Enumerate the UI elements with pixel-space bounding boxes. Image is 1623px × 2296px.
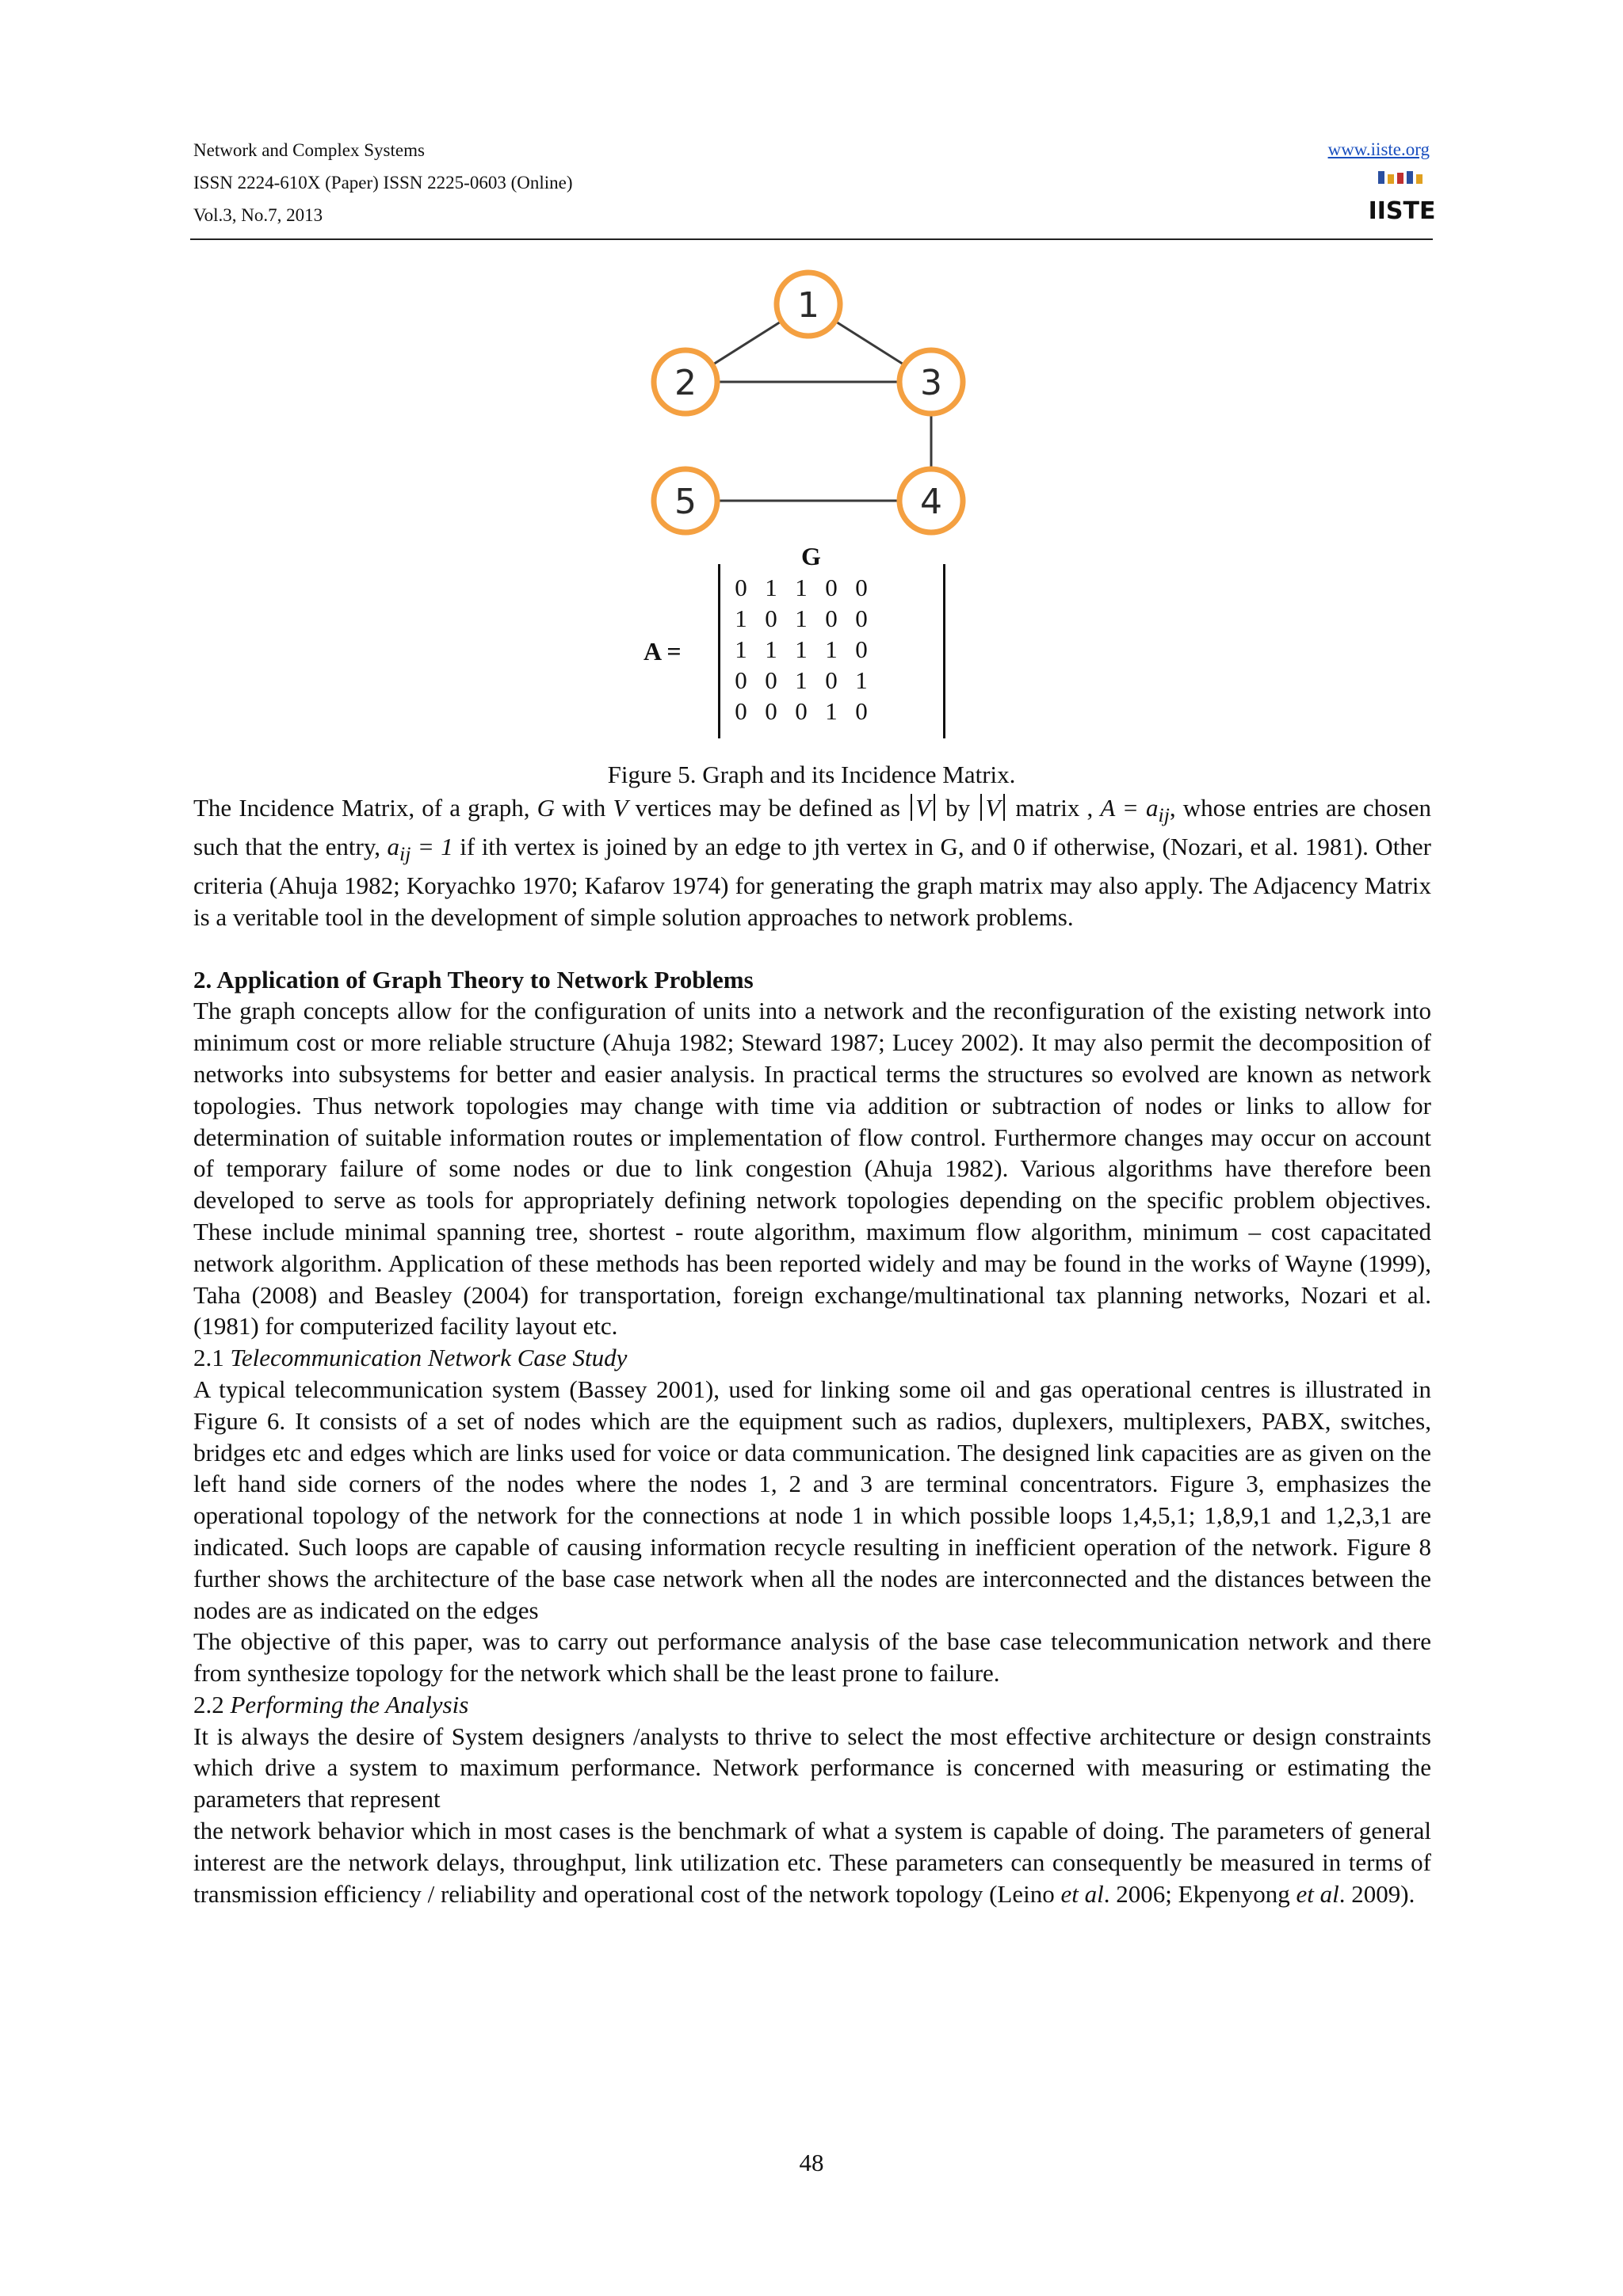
matrix-row xyxy=(726,634,876,665)
matrix-cell: 1 xyxy=(735,605,747,632)
matrix-cell: 0 xyxy=(735,574,747,601)
matrix-cell: 1 xyxy=(765,635,777,663)
header-rule xyxy=(190,238,1433,240)
abs-bar xyxy=(1003,794,1005,821)
paragraph-telecom-system: A typical telecommunication system (Bassey 2001), used for linking some oil and gas operational centres is illustrated in Figure 6. It consists of a set of nodes which are the equipment such as radios, duplexers, multiplexers, PABX, switches, bridges etc and edges which are links used for voice or data communication. The designed link capacities are as given on the left hand side corners of the nodes where the nodes 1, 2 and 3 are terminal concentrators. Figure 3, emphasizes the operational topology of the network for the connections at node 1 in which possible loops 1,4,5,1; 1,8,9,1 and 1,2,3,1 are indicated. Such loops are capable of causing information recycle resulting in inefficient operation of the network. Figure 8 further shows the architecture of the base case network when all the nodes are interconnected and the distances between the nodes are as indicated on the edges xyxy=(193,1375,1431,1624)
matrix-cell: 1 xyxy=(825,697,838,725)
matrix-cell: 0 xyxy=(765,666,777,694)
logo-text: IISTE xyxy=(1368,197,1436,225)
paragraph-network-behavior: the network behavior which in most cases is the benchmark of what a system is capable of doing. The parameters of general interest are the network delays, throughput, link utilization etc. These parameters can consequently be measured in terms of transmission efficiency / reliability and operational cost of the network topology (Leino et al. 2006; Ekpenyong et al. 2009). xyxy=(193,1817,1431,1908)
journal-name: Network and Complex Systems xyxy=(193,140,425,160)
journal-url-link[interactable]: www.iiste.org xyxy=(1327,139,1430,159)
journal-volume: Vol.3, No.7, 2013 xyxy=(193,205,323,225)
subsection-heading: 2.2 Performing the Analysis xyxy=(193,1690,469,1718)
page-number: 48 xyxy=(799,2149,824,2176)
matrix-cell: 0 xyxy=(735,666,747,694)
matrix-row xyxy=(726,665,876,696)
matrix-cell: 0 xyxy=(825,666,838,694)
matrix-lhs: A = xyxy=(643,637,682,666)
figure-caption: Figure 5. Graph and its Incidence Matrix. xyxy=(607,761,1016,788)
graph-node-label: 2 xyxy=(674,363,697,403)
matrix-cell: 1 xyxy=(795,574,808,601)
incidence-matrix xyxy=(726,572,876,727)
matrix-left-bar xyxy=(718,564,720,738)
graph-node-3 xyxy=(899,350,963,414)
abs-bar xyxy=(934,794,935,821)
matrix-cell: 0 xyxy=(855,574,868,601)
abs-bar xyxy=(980,794,982,821)
matrix-cell: 1 xyxy=(855,666,868,694)
graph-node-4 xyxy=(899,469,963,532)
paragraph-graph-concepts: The graph concepts allow for the configuration of units into a network and the reconfiguration of the existing network into minimum cost or more reliable structure (Ahuja 1982; Steward 1987; Lucey 2002). It may also permit the decomposition of networks into subsystems for better and easier analysis. In practical terms the structures so evolved are known as network topologies. Thus network topologies may change with time via addition or subtraction of nodes or links to allow for determination of suitable information routes or implementation of flow control. Furthermore changes may occur on account of temporary failure of some nodes or due to link congestion (Ahuja 1982). Various algorithms have therefore been developed to serve as tools for appropriately defining network topologies depending on the specific problem objectives. These include minimal spanning tree, shortest - route algorithm, maximum flow algorithm, minimum – cost capacitated network algorithm. Application of these methods has been reported widely and may be found in the works of Wayne (1999), Taha (2008) and Beasley (2004) for transportation, foreign exchange/multinational tax planning networks, Nozari et al. (1981) for computerized facility layout etc. xyxy=(193,997,1431,1341)
matrix-row xyxy=(726,696,876,727)
matrix-cell: 0 xyxy=(825,605,838,632)
matrix-row xyxy=(726,572,876,603)
matrix-cell: 0 xyxy=(765,605,777,632)
abs-bar xyxy=(911,794,912,821)
matrix-cell: 0 xyxy=(765,697,777,725)
graph-node-label: 4 xyxy=(920,482,942,522)
matrix-cell: 1 xyxy=(795,635,808,663)
section-heading: 2. Application of Graph Theory to Network Problems xyxy=(193,965,754,994)
matrix-cell: 0 xyxy=(825,574,838,601)
matrix-cell: 1 xyxy=(825,635,838,663)
subsection-heading: 2.1 Telecommunication Network Case Study xyxy=(193,1344,628,1372)
matrix-row xyxy=(726,603,876,634)
matrix-title: G xyxy=(801,542,821,570)
matrix-cell: 1 xyxy=(795,666,808,694)
paragraph-performance: It is always the desire of System designers /analysts to thrive to select the most effective architecture or design constraints which drive a system to maximum performance. Network performance is concerned with measuring or estimating the parameters that represent xyxy=(193,1722,1431,1814)
graph-node-1 xyxy=(777,273,840,336)
paragraph-objective: The objective of this paper, was to carry out performance analysis of the base case telecommunication network and there from synthesize topology for the network which shall be the least prone to failure. xyxy=(193,1627,1431,1688)
journal-issn: ISSN 2224-610X (Paper) ISSN 2225-0603 (Online) xyxy=(193,173,573,193)
matrix-cell: 0 xyxy=(855,635,868,663)
graph-node-label: 1 xyxy=(797,285,819,326)
graph-figure xyxy=(650,261,983,547)
graph-node-label: 3 xyxy=(920,363,942,403)
graph-node-label: 5 xyxy=(674,482,697,522)
paragraph-incidence-matrix: The Incidence Matrix, of a graph, G with V vertices may be defined as V by V matrix , $A = a_{ij}$, whose entries are chosen such that the entry, $a_{ij} = 1$ if ith vertex is joined by an edge to jth vertex in G, and 0 if otherwise, (Nozari, et al. 1981). Other criteria (Ahuja 1982; Koryachko 1970; Kafarov 1974) for generating the graph matrix may also apply. The Adjacency Matrix is a veritable tool in the development of simple solution approaches to network problems. xyxy=(193,794,1431,931)
matrix-cell: 0 xyxy=(735,697,747,725)
matrix-cell: 0 xyxy=(795,697,808,725)
matrix-cell: 1 xyxy=(765,574,777,601)
graph-node-2 xyxy=(654,350,717,414)
iiste-logo xyxy=(1368,170,1436,227)
matrix-cell: 0 xyxy=(855,697,868,725)
graph-node-5 xyxy=(654,469,717,532)
matrix-cell: 0 xyxy=(855,605,868,632)
matrix-cell: 1 xyxy=(735,635,747,663)
body-text xyxy=(193,792,1431,1909)
matrix-cell: 1 xyxy=(795,605,808,632)
matrix-right-bar xyxy=(943,564,945,738)
